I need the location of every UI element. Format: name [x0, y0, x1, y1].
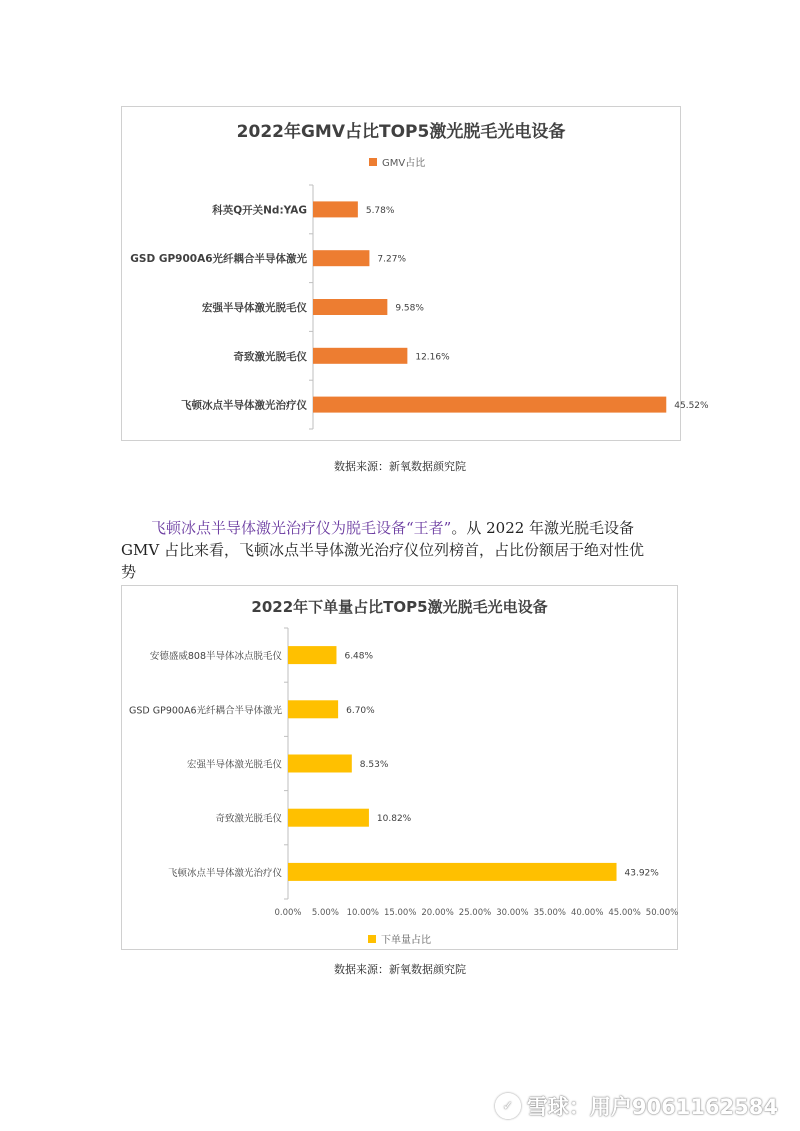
chart1-bar	[313, 201, 358, 217]
chart2-data-label: 6.70%	[346, 705, 375, 716]
gmv-share-chart	[121, 106, 709, 441]
chart2-bar	[288, 700, 338, 718]
chart2-x-tick-label: 45.00%	[608, 908, 641, 918]
chart2-bar	[288, 809, 369, 827]
chart2-x-tick-label: 10.00%	[346, 908, 380, 918]
chart2-x-tick-label: 40.00%	[570, 908, 604, 918]
chart2-data-label: 10.82%	[376, 814, 412, 825]
chart2-category-label: 宏强半导体激光脱毛仪	[186, 759, 282, 771]
chart1-bar	[313, 348, 407, 364]
body-paragraph	[121, 517, 681, 583]
chart1-data-label: 5.78%	[365, 205, 395, 216]
chart2-category-label: GSD GP900A6光纤耦合半导体激光	[129, 705, 282, 717]
paragraph-highlight: 飞顿冰点半导体激光治疗仪为脱毛设备“王者”	[151, 519, 452, 537]
chart2-data-label: 8.53%	[359, 760, 389, 770]
snowball-icon: ✓	[495, 1093, 521, 1119]
chart2-x-tick-label: 5.00%	[311, 908, 339, 918]
watermark	[495, 1091, 778, 1121]
watermark-text: 雪球：用户9061162584	[526, 1095, 778, 1119]
chart1-category-label: GSD GP900A6光纤耦合半导体激光	[130, 253, 307, 266]
chart2-x-tick-label: 15.00%	[383, 908, 417, 918]
chart2-x-tick-label: 0.00%	[274, 908, 302, 918]
chart2-x-tick-label: 30.00%	[496, 908, 529, 918]
chart2-x-tick-label: 50.00%	[645, 908, 679, 918]
chart2-legend-label: 下单量占比	[381, 935, 431, 946]
chart2-bar	[288, 863, 617, 881]
chart2-category-label: 安德盛威808半导体冰点脱毛仪	[149, 651, 282, 663]
chart1-title: 2022年GMV占比TOP5激光脱毛光电设备	[236, 122, 566, 142]
chart1-data-label: 9.58%	[395, 303, 424, 314]
paragraph-line2: GMV 占比来看，飞顿冰点半导体激光治疗仪位列榜首，占比份额居于绝对性优	[121, 541, 644, 559]
order-share-chart	[121, 585, 678, 950]
paragraph-line3: 势	[121, 563, 137, 581]
chart2-x-tick-label: 35.00%	[533, 908, 567, 918]
chart1-bar	[313, 299, 387, 315]
chart1-data-label: 12.16%	[415, 352, 450, 363]
chart2-bar	[288, 646, 336, 664]
chart1-source: 数据来源：新氧数据颜究院	[334, 460, 466, 473]
chart2-legend-swatch	[368, 935, 376, 943]
chart2-bar	[288, 755, 352, 773]
chart2-x-tick-label: 20.00%	[421, 908, 454, 918]
chart1-data-label: 7.27%	[377, 254, 407, 265]
paragraph-line1: 。从 2022 年激光脱毛设备	[451, 519, 635, 537]
chart2-category-label: 飞顿冰点半导体激光治疗仪	[167, 867, 282, 879]
chart1-bar	[313, 250, 369, 266]
chart1-legend-label: GMV占比	[382, 158, 426, 169]
chart2-x-tick-label: 25.00%	[458, 908, 492, 918]
chart2-plot	[122, 586, 677, 949]
chart2-source: 数据来源：新氧数据颜究院	[334, 963, 466, 976]
chart2-data-label: 6.48%	[344, 651, 374, 662]
chart1-category-label: 宏强半导体激光脱毛仪	[202, 302, 307, 314]
chart2-data-label: 43.92%	[624, 868, 659, 879]
chart2-title: 2022年下单量占比TOP5激光脱毛光电设备	[251, 598, 548, 616]
chart1-plot	[122, 107, 709, 440]
chart2-legend	[368, 931, 431, 946]
chart1-category-label: 飞顿冰点半导体激光治疗仪	[181, 399, 307, 412]
chart1-data-label: 45.52%	[674, 401, 709, 412]
chart1-bar	[313, 397, 666, 413]
chart1-category-label: 奇致激光脱毛仪	[233, 350, 307, 363]
chart2-category-label: 奇致激光脱毛仪	[215, 813, 282, 825]
chart1-category-label: 科英Q开关Nd:YAG	[212, 204, 307, 217]
